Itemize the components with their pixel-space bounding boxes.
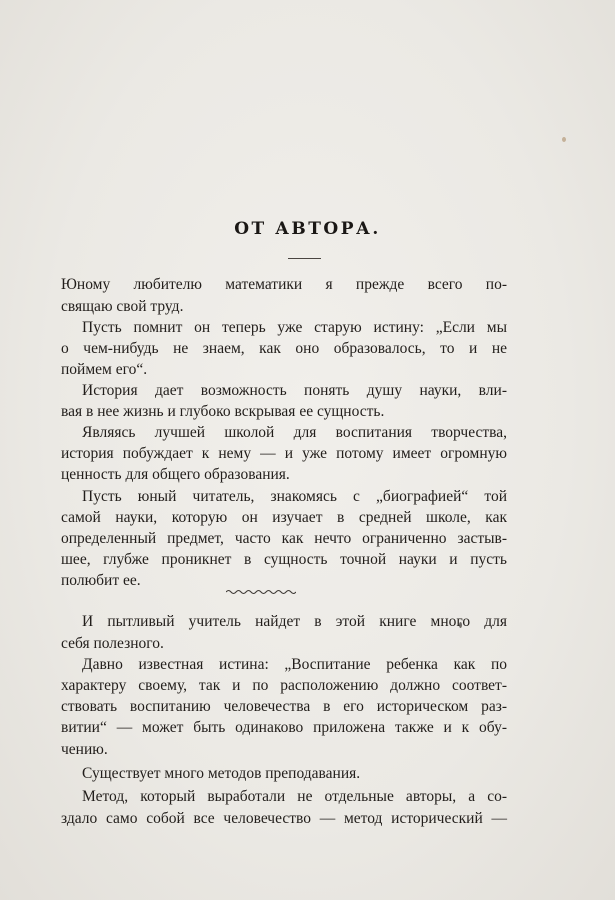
text-line: себя полезного.: [61, 635, 164, 652]
text-line: характеру своему, так и по расположению должно соответ-: [61, 677, 507, 694]
text-line: Существует много методов преподавания.: [82, 765, 361, 782]
text-line: И пытливый учитель найдет в этой книге много для: [82, 613, 507, 630]
text-line: История дает возможность понять душу науки, вли-: [82, 382, 507, 399]
text-line: здало само собой все человечество — метод исторический —: [61, 810, 507, 827]
title-divider: [288, 258, 321, 259]
text-line: Метод, который выработали не отдельные авторы, а со-: [82, 788, 507, 805]
text-line: чению.: [61, 741, 108, 758]
text-line: Пусть юный читатель, знакомясь с „биографией“ той: [82, 488, 507, 505]
page-title: ОТ АВТОРА.: [234, 219, 381, 239]
paper-spot: [562, 137, 566, 142]
text-line: о чем-нибудь не знаем, как оно образовалось, то и не: [61, 340, 507, 357]
text-line: история побуждает к нему — и уже потому имеет огромную: [61, 445, 507, 462]
text-line: самой науки, которую он изучает в средней школе, как: [61, 509, 507, 526]
text-line: Юному любителю математики я прежде всего по-: [61, 276, 507, 293]
text-line: свящаю свой труд.: [61, 298, 184, 315]
text-line: шее, глубже проникнет в сущность точной науки и пусть: [61, 551, 507, 568]
text-line: вая в нее жизнь и глубоко вскрывая ее сущность.: [61, 403, 385, 420]
text-line: Давно известная истина: „Воспитание ребенка как по: [82, 656, 507, 673]
text-line: Являясь лучшей школой для воспитания творчества,: [82, 424, 507, 441]
text-line: ценность для общего образования.: [61, 466, 290, 483]
text-line: определенный предмет, часто как нечто ограниченно застыв-: [61, 530, 507, 547]
text-line: поймем его“.: [61, 361, 148, 378]
text-line: витии“ — может быть одинаково приложена также и к обу-: [61, 719, 507, 736]
section-divider: [226, 588, 296, 596]
text-line: Пусть помнит он теперь уже старую истину: „Если мы: [82, 319, 507, 336]
text-line: полюбит ее.: [61, 572, 141, 589]
text-line: ствовать воспитанию человечества в его историческом раз-: [61, 698, 507, 715]
